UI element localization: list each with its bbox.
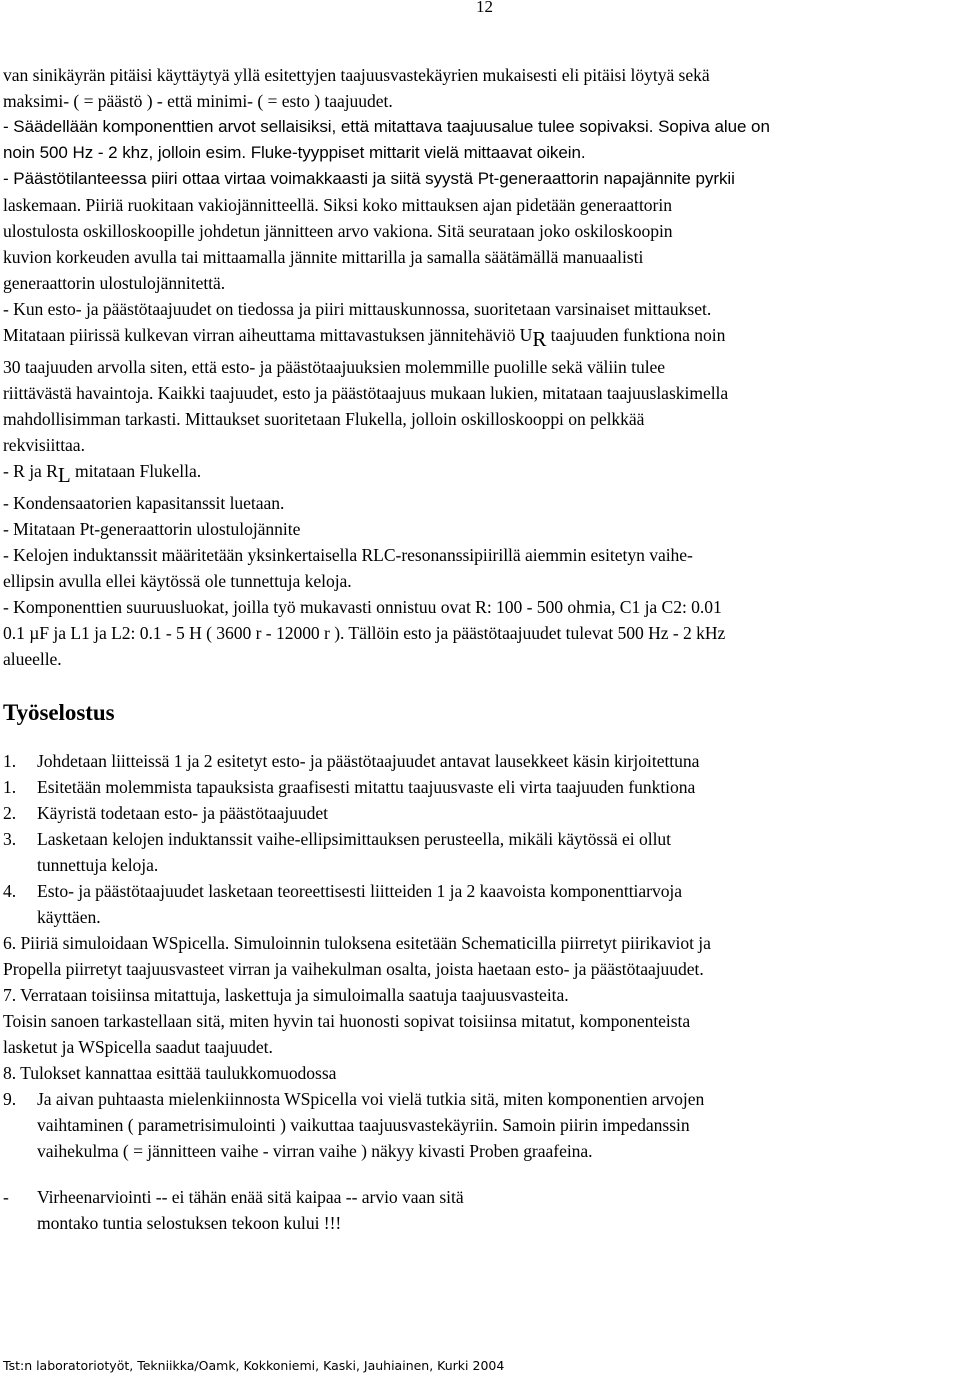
list-text: vaihtaminen ( parametrisimulointi ) vaikuttaa taajuusvastekäyriin. Samoin piirin impedanssin [37,1115,690,1135]
text-line: - Komponenttien suuruusluokat, joilla työ mukavasti onnistuu ovat R: 100 - 500 ohmia, C1 ja C2: 0.01 [3,597,722,617]
text-run: taajuuden funktiona noin [546,325,726,345]
list-item-continuation [3,904,959,930]
text-line: lasketut ja WSpicella saadut taajuudet. [3,1037,273,1057]
list-text: tunnettuja keloja. [37,855,159,875]
mu-symbol: µ [29,623,40,643]
list-item: 7. Verrataan toisiinsa mitattuja, laskettuja ja simuloimalla saatuja taajuusvasteita. [3,985,569,1005]
list-number: 2. [3,803,17,823]
text-line: - Kun esto- ja päästötaajuudet on tiedossa ja piiri mittauskunnossa, suoritetaan varsinaiset mittaukset. [3,299,712,319]
list-item [3,878,959,904]
text-run: Mitataan piirissä kulkevan virran aiheuttama mittavastuksen jännitehäviö U [3,325,533,345]
text-line: Toisin sanoen tarkastellaan sitä, miten hyvin tai huonosti sopivat toisiinsa mitatut, komponenteista [3,1011,691,1031]
text-line: ellipsin avulla ellei käytössä ole tunnettuja keloja. [3,571,352,591]
list-item-continuation [3,852,959,878]
page-footer: Tst:n laboratoriotyöt, Tekniikka/Oamk, Kokkoniemi, Kaski, Jauhiainen, Kurki 2004 [3,1358,505,1373]
text-line: - Mitataan Pt-generaattorin ulostulojännite [3,519,301,539]
document-body [3,62,959,1236]
list-item [3,826,959,852]
list-item [3,774,959,800]
text-line: alueelle. [3,649,62,669]
list-item [3,1086,959,1112]
section-heading: Työselostus [3,700,115,725]
list-text: käyttäen. [37,907,101,927]
list-item-continuation [3,1112,959,1138]
text-line: Propella piirretyt taajuusvasteet virran ja vaihekulman osalta, joista haetaan esto- ja päästötaajuudet. [3,959,704,979]
list-text: Käyristä todetaan esto- ja päästötaajuudet [37,803,329,823]
page-number: 12 [476,0,493,16]
subscript: L [57,463,71,487]
text-line: - Kelojen induktanssit määritetään yksinkertaisella RLC-resonanssipiirillä aiemmin esitetyn vaihe- [3,545,693,565]
list-number: 9. [3,1089,17,1109]
list-bullet: - [3,1187,9,1207]
list-item [3,1184,959,1210]
text-line [3,322,959,351]
text-line: kuvion korkeuden avulla tai mittaamalla jännite mittarilla ja samalla säätämällä manuaalisti [3,247,644,267]
text-run: F ja L1 ja L2: 0.1 - 5 H ( 3600 r - 12000 r ). Tällöin esto ja päästötaajuudet tulevat 500 Hz - 2 kHz [39,623,726,643]
list-item [3,800,959,826]
list-text: Esto- ja päästötaajuudet lasketaan teoreettisesti liitteiden 1 ja 2 kaavoista komponenttiarvoja [37,881,683,901]
list-text: Johdetaan liitteissä 1 ja 2 esitetyt esto- ja päästötaajuudet antavat lausekkeet käsin kirjoitettuna [37,751,700,771]
text-run: - R ja R [3,461,58,481]
text-line: generaattorin ulostulojännitettä. [3,273,226,293]
list-number: 1. [3,777,17,797]
text-line [3,458,959,487]
list-number: 1. [3,751,17,771]
text-run: 0.1 [3,623,30,643]
list-text: Ja aivan puhtaasta mielenkiinnosta WSpicella voi vielä tutkia sitä, miten komponentien arvojen [37,1089,705,1109]
list-item-continuation [3,1210,959,1236]
list-text: vaihekulma ( = jännitteen vaihe - virran vaihe ) näkyy kivasti Proben graafeina. [37,1141,593,1161]
text-line: ulostulosta oskilloskoopille johdetun jännitteen arvo vakiona. Sitä seurataan joko oskiloskoopin [3,221,673,241]
text-line: 30 taajuuden arvolla siten, että esto- ja päästötaajuuksien molemmille puolille sekä väliin tulee [3,357,666,377]
text-line [3,620,959,646]
text-line: - Kondensaatorien kapasitanssit luetaan. [3,493,285,513]
list-item-continuation [3,1138,959,1164]
text-run: mitataan Flukella. [70,461,202,481]
text-line: maksimi- ( = päästö ) - että minimi- ( = esto ) taajuudet. [3,91,393,111]
list-number: 3. [3,829,17,849]
text-line: laskemaan. Piiriä ruokitaan vakiojännitteellä. Siksi koko mittauksen ajan pidetään generaattorin [3,195,672,215]
text-line: noin 500 Hz - 2 khz, jolloin esim. Fluke-tyyppiset mittarit vielä mittaavat oikein. [3,143,586,162]
list-text: montako tuntia selostuksen tekoon kului !!! [37,1213,342,1233]
subscript: R [532,327,547,351]
list-item [3,748,959,774]
list-number: 4. [3,881,17,901]
procedure-list [3,748,959,1236]
list-item: 8. Tulokset kannattaa esittää taulukkomuodossa [3,1063,337,1083]
list-text: Virheenarviointi -- ei tähän enää sitä kaipaa -- arvio vaan sitä [37,1187,464,1207]
text-line: van sinikäyrän pitäisi käyttäytyä yllä esitettyjen taajuusvastekäyrien mukaisesti eli pitäisi löytyä sekä [3,65,710,85]
list-text: Lasketaan kelojen induktanssit vaihe-ellipsimittauksen perusteella, mikäli käytössä ei ollut [37,829,671,849]
text-line: - Säädellään komponenttien arvot sellaisiksi, että mitattava taajuusalue tulee sopivaksi. Sopiva alue on [3,117,770,136]
list-item: 6. Piiriä simuloidaan WSpicella. Simuloinnin tuloksena esitetään Schematicilla piirretyt piirikaviot ja [3,933,711,953]
text-line: - Päästötilanteessa piiri ottaa virtaa voimakkaasti ja siitä syystä Pt-generaattorin napajännite pyrkii [3,169,735,188]
text-line: mahdollisimman tarkasti. Mittaukset suoritetaan Flukella, jolloin oskilloskooppi on pelkkää [3,409,645,429]
text-line: rekvisiittaa. [3,435,85,455]
text-line: riittävästä havaintoja. Kaikki taajuudet, esto ja päästötaajuus mukaan lukien, mitataan taajuuslaskimella [3,383,729,403]
list-text: Esitetään molemmista tapauksista graafisesti mitattu taajuusvaste eli virta taajuuden funktiona [37,777,696,797]
